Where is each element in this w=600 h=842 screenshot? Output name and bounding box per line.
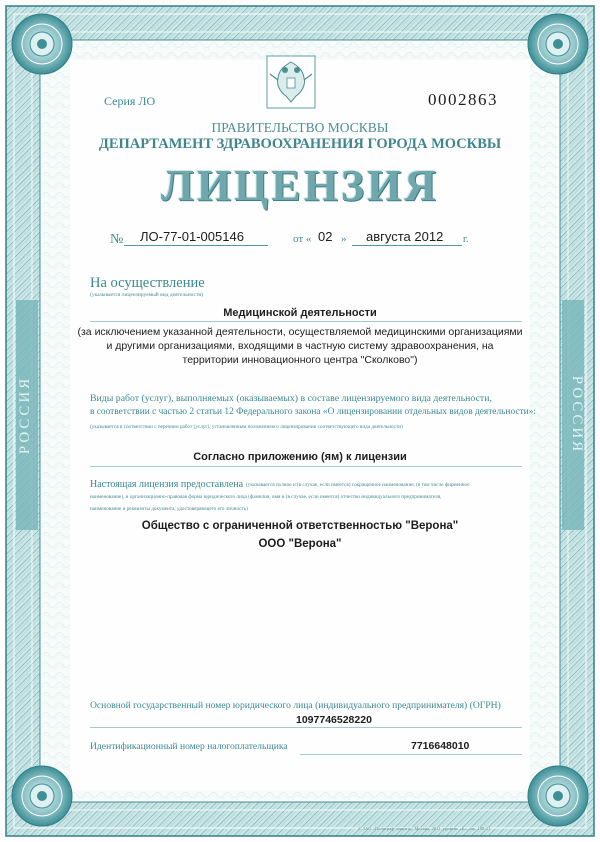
exception-line-2: и другими организациями, входящими в частную систему здравоохранения, на (106, 340, 494, 352)
corner-rosette-top-right (528, 14, 588, 74)
corner-rosette-bottom-left (12, 766, 72, 826)
annex-underline (90, 466, 522, 467)
coat-of-arms-icon (267, 56, 315, 108)
ogrn-underline (90, 727, 522, 728)
works-line-1: Виды работ (услуг), выполняемых (оказываемых) в составе лицензируемого вида деятельности, (90, 393, 492, 404)
exception-line-3: территории инновационного центра "Сколково") (182, 354, 418, 366)
serial-number: 0002863 (428, 90, 498, 109)
ogrn-label: Основной государственный номер юридического лица (индивидуального предпринимателя) (ОГРН) (90, 700, 501, 711)
inn-label: Идентификационный номер налогоплательщика (90, 741, 288, 752)
authority-department: ДЕПАРТАМЕНТ ЗДРАВООХРАНЕНИЯ ГОРОДА МОСКВЫ (98, 136, 502, 152)
exception-line-1: (за исключением указанной деятельности, осуществляемой медицинскими организациями (77, 326, 523, 338)
granted-hint-3: наименование и реквизиты документа, удостоверяющего его личность) (90, 506, 248, 512)
granted-label: Настоящая лицензия предоставлена (90, 479, 244, 490)
corner-rosette-top-left (12, 14, 72, 74)
activity-name: Медицинской деятельности (223, 307, 377, 319)
works-hint: (указывается в соответствии с перечнем работ (услуг), установленным положением о лицензировании соответствующего вида деятельности) (90, 424, 403, 430)
license-number-underline (124, 245, 268, 246)
granted-hint-1: (указывается полное и (в случае, если имеется) сокращенное наименование, (в том числе фирменное (246, 482, 470, 488)
authority-government: ПРАВИТЕЛЬСТВО МОСКВЫ (211, 120, 389, 135)
date-month-year: августа 2012 (366, 229, 444, 244)
number-prefix: № (110, 232, 124, 247)
inn-value: 7716648010 (411, 740, 470, 752)
organization-short-name: ООО "Верона" (258, 538, 342, 550)
ogrn-value: 1097746528220 (296, 714, 372, 726)
corner-rosette-bottom-right (528, 766, 588, 826)
date-day: 02 (318, 229, 333, 244)
inn-underline (300, 754, 522, 755)
date-suffix: г. (463, 234, 469, 245)
works-line-2: в соответствии с частью 2 статьи 12 Федерального закона «О лицензировании отдельных видов деятельности»: (90, 407, 536, 417)
side-watermark-right: РОССИЯ (569, 375, 585, 455)
printer-note: © ЗАО «Полиграф-защита», Москва, 2011, уровень «Б», зак. 198-11 (358, 826, 491, 831)
date-close: » (341, 233, 347, 245)
side-watermark-left: РОССИЯ (17, 375, 33, 455)
organization-full-name: Общество с ограниченной ответственностью "Верона" (141, 520, 459, 532)
activity-underline (90, 321, 522, 322)
license-number: ЛО-77-01-005146 (140, 229, 244, 244)
annex-text: Согласно приложению (ям) к лицензии (193, 451, 407, 463)
date-from: от « (293, 233, 312, 245)
granted-hint-2: наименование), и организационно-правовая форма юридического лица (фамилия, имя и (в случае, если имеется) отчество индивидуального предпринимателя, (90, 494, 442, 500)
series-label: Серия ЛО (104, 94, 156, 108)
date-underline (352, 245, 462, 246)
activity-hint: (указывается лицензируемый вид деятельности) (90, 292, 204, 298)
activity-heading: На осуществление (90, 275, 205, 291)
document-title: ЛИЦЕНЗИЯ (160, 161, 440, 210)
